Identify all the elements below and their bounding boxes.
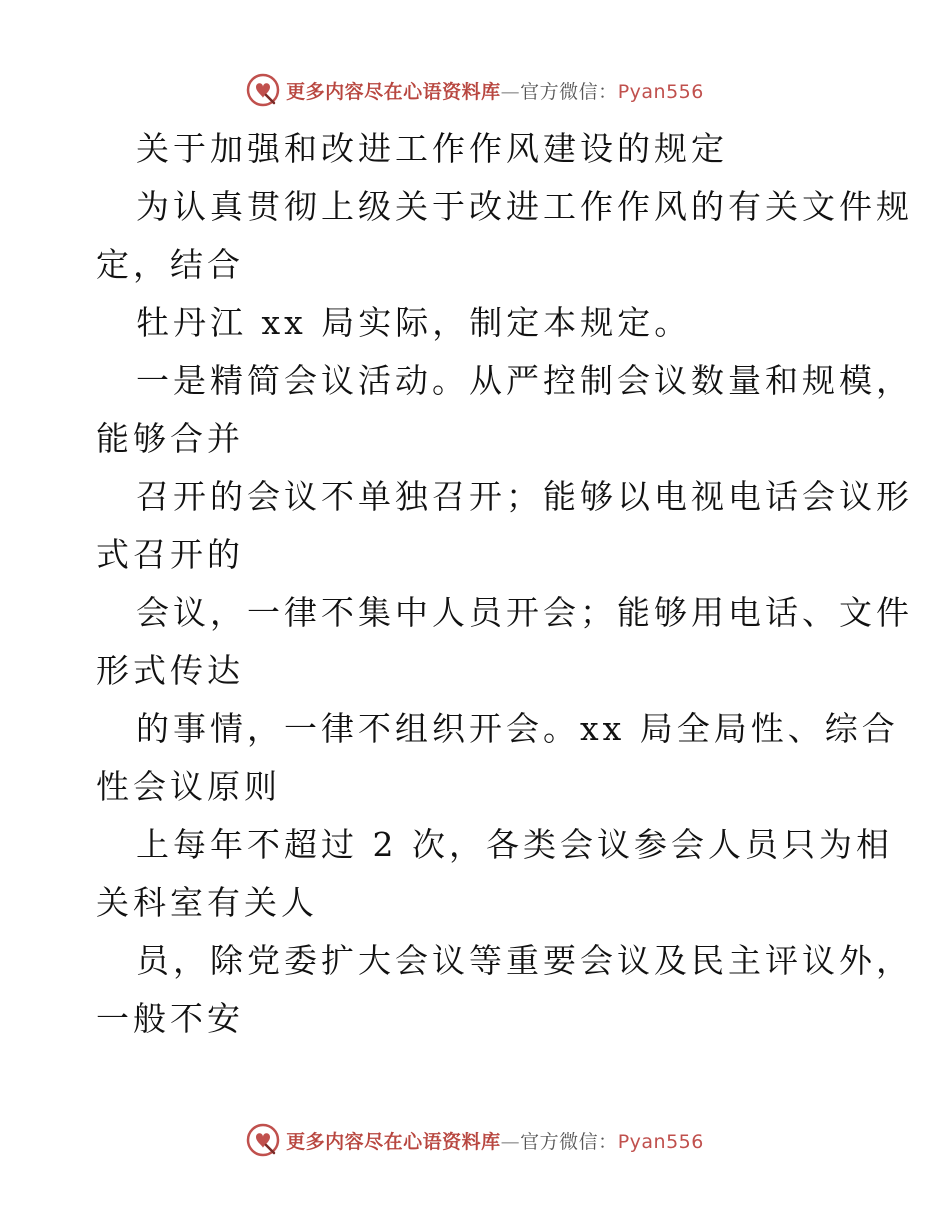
banner-separator: — [500, 80, 521, 103]
document-line: 上每年不超过 2 次，各类会议参会人员只为相 [136, 825, 893, 864]
heart-pen-logo-icon [246, 1123, 280, 1157]
banner-text [286, 1127, 704, 1154]
document-line: 为认真贯彻上级关于改进工作作风的有关文件规 [136, 187, 913, 226]
document-line: 式召开的 [96, 535, 244, 574]
document-line: 定，结合 [96, 245, 244, 284]
banner-separator: — [500, 1130, 521, 1153]
banner-brand: 更多内容尽在心语资料库 [286, 80, 501, 103]
document-line: 一般不安 [96, 999, 244, 1038]
banner-wechat-handle: Pyan556 [617, 1130, 704, 1153]
document-line: 召开的会议不单独召开；能够以电视电话会议形 [136, 477, 913, 516]
banner-content [246, 73, 704, 107]
heart-pen-logo-icon [246, 73, 280, 107]
document-line: 牡丹江 xx 局实际，制定本规定。 [136, 303, 692, 342]
document-line: 一是精简会议活动。从严控制会议数量和规模， [136, 361, 913, 400]
banner-wechat-label: 官方微信： [520, 1130, 618, 1153]
document-line: 的事情，一律不组织开会。xx 局全局性、综合 [136, 709, 899, 748]
document-title: 关于加强和改进工作作风建设的规定 [136, 129, 728, 168]
header-banner [0, 70, 950, 110]
banner-brand: 更多内容尽在心语资料库 [286, 1130, 501, 1153]
document-line: 能够合并 [96, 419, 244, 458]
document-line: 性会议原则 [96, 767, 281, 806]
document-line: 员，除党委扩大会议等重要会议及民主评议外， [136, 941, 913, 980]
banner-content [246, 1123, 704, 1157]
document-line: 关科室有关人 [96, 883, 318, 922]
banner-text [286, 77, 704, 104]
banner-wechat-label: 官方微信： [520, 80, 618, 103]
banner-wechat-handle: Pyan556 [617, 80, 704, 103]
footer-banner [0, 1120, 950, 1160]
document-line: 会议，一律不集中人员开会；能够用电话、文件 [136, 593, 913, 632]
document-line: 形式传达 [96, 651, 244, 690]
document-body [96, 120, 913, 1048]
